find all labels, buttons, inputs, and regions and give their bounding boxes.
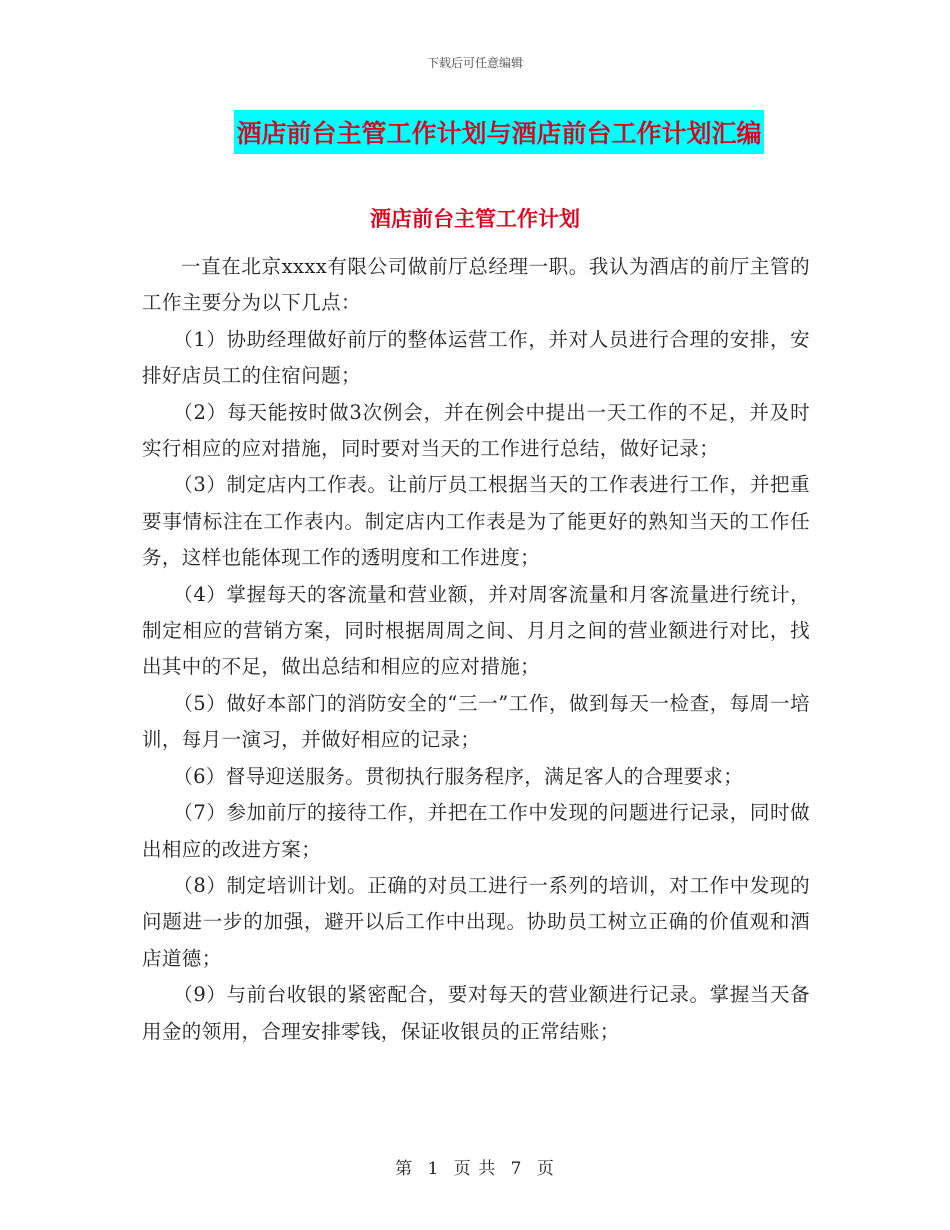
section-title: 酒店前台主管工作计划 <box>370 206 580 231</box>
footer-label-end: 页 <box>536 1159 555 1179</box>
paragraph-item-2: （2）每天能按时做3次例会，并在例会中提出一天工作的不足，并及时实行相应的应对措施，同时要对当天的工作进行总结，做好记录； <box>142 400 810 461</box>
document-body <box>142 249 810 1050</box>
paragraph-item-5: （5）做好本部门的消防安全的“三一”工作，做到每天一检查，每周一培训，每月一演习，并做好相应的记录； <box>142 691 810 752</box>
paragraph-intro: 一直在北京xxxx有限公司做前厅总经理一职。我认为酒店的前厅主管的工作主要分为以下几点： <box>142 255 810 315</box>
footer-label-of: 页 共 <box>453 1159 497 1179</box>
paragraph-item-9: （9）与前台收银的紧密配合，要对每天的营业额进行记录。掌握当天备用金的领用，合理安排零钱，保证收银员的正常结账； <box>142 983 810 1043</box>
paragraph-item-8: （8）制定培训计划。正确的对员工进行一系列的培训，对工作中发现的问题进一步的加强，避开以后工作中出现。协助员工树立正确的价值观和酒店道德； <box>142 873 810 970</box>
paragraph-item-3: （3）制定店内工作表。让前厅员工根据当天的工作表进行工作，并把重要事情标注在工作表内。制定店内工作表是为了能更好的熟知当天的工作任务，这样也能体现工作的透明度和工作进度； <box>142 473 810 570</box>
footer-current-page: 1 <box>427 1159 440 1179</box>
document-title: 酒店前台主管工作计划与酒店前台工作计划汇编 <box>234 110 763 154</box>
document-title-container <box>0 110 950 154</box>
paragraph-item-6: （6）督导迎送服务。贯彻执行服务程序，满足客人的合理要求； <box>173 764 744 788</box>
header-note: 下载后可任意编辑 <box>426 56 523 70</box>
paragraph-item-1: （1）协助经理做好前厅的整体运营工作，并对人员进行合理的安排，安排好店员工的住宿问题； <box>142 327 810 388</box>
footer-total-pages: 7 <box>510 1159 523 1179</box>
page-footer <box>0 1154 950 1179</box>
paragraph-item-7: （7）参加前厅的接待工作，并把在工作中发现的问题进行记录，同时做出相应的改进方案； <box>142 801 810 861</box>
paragraph-item-4: （4）掌握每天的客流量和营业额，并对周客流量和月客流量进行统计，制定相应的营销方案，同时根据周周之间、月月之间的营业额进行对比，找出其中的不足，做出总结和相应的应对措施； <box>142 582 810 679</box>
footer-label-page: 第 <box>395 1159 414 1179</box>
